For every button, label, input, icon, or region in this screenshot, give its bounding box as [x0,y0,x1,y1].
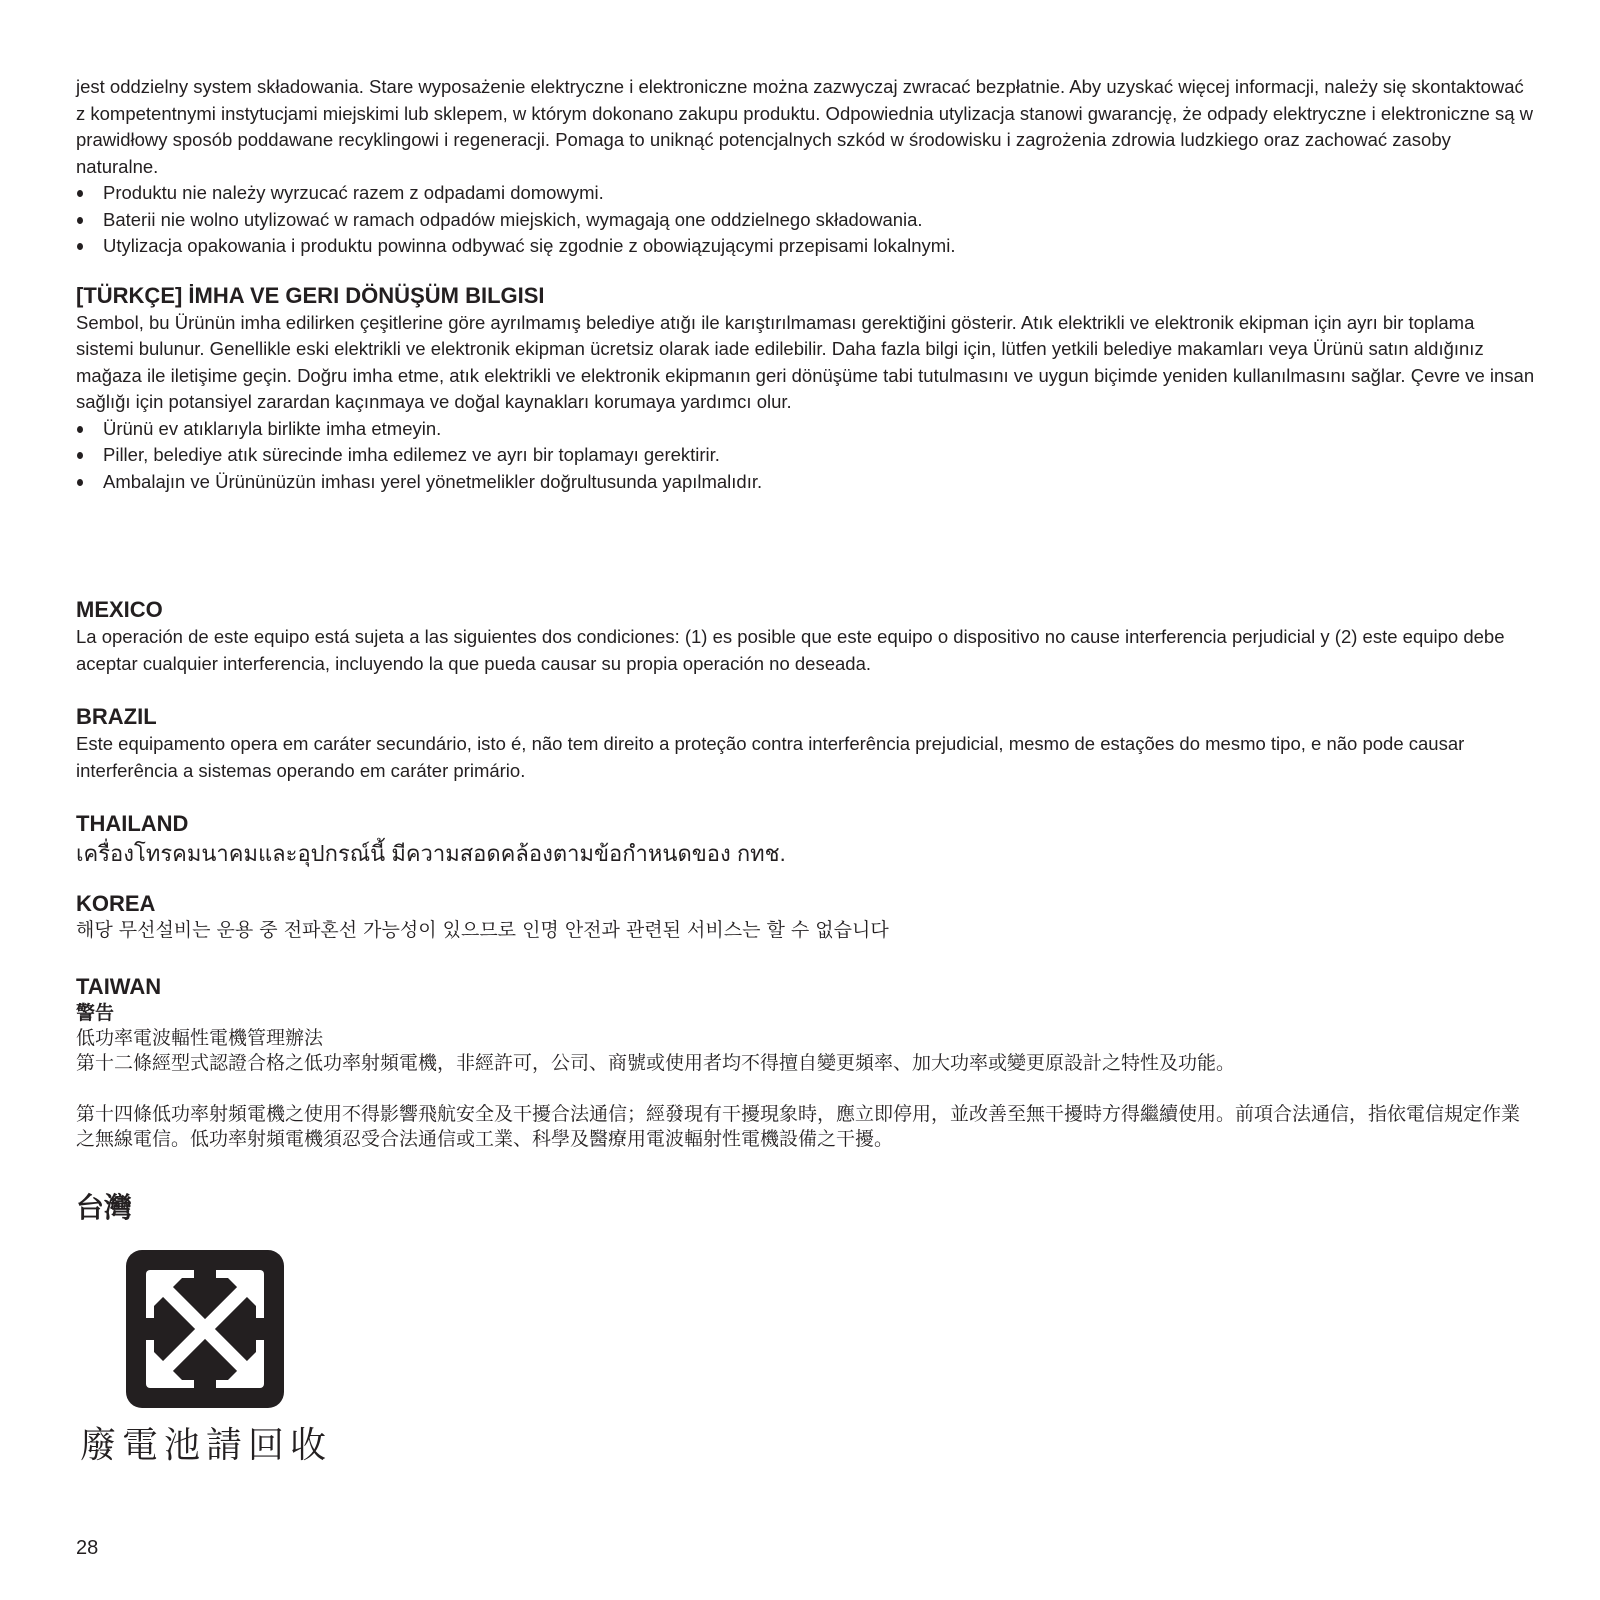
mexico-heading: MEXICO [76,597,163,622]
taiwan-article-12: 第十二條經型式認證合格之低功率射頻電機，非經許可，公司、商號或使用者均不得擅自變更頻率、加大功率或變更原設計之特性及功能。 [76,1052,1236,1074]
turkish-bullet-list [76,416,1536,496]
mexico-paragraph: La operación de este equipo está sujeta a las siguientes dos condiciones: (1) es posible que este equipo o dispositivo no cause interferencia perjudicial y (2) este equipo debe aceptar cualquier interferencia, incluyendo la que pueda causar su propia operación no deseada. [76,626,1505,674]
list-item: Ambalajın ve Ürününüzün imhası yerel yönetmelikler doğrultusunda yapılmalıdır. [76,469,1536,496]
mexico-section [76,596,1536,677]
taiwan-article-14: 第十四條低功率射頻電機之使用不得影響飛航安全及干擾合法通信；經發現有干擾現象時，應立即停用，並改善至無干擾時方得繼續使用。前項合法通信，指依電信規定作業之無線電信。低功率射頻電機須忍受合法通信或工業、科學及醫療用電波輻射性電機設備之干擾。 [76,1103,1521,1150]
battery-recycling-logo-icon [124,1248,286,1410]
taiwan-section [76,973,1536,1152]
taiwan-recycling-section [76,1190,1536,1468]
brazil-heading: BRAZIL [76,704,157,729]
polish-paragraph: jest oddzielny system składowania. Stare wyposażenie elektryczne i elektroniczne można zazwyczaj zwracać bezpłatnie. Aby uzyskać więcej informacji, należy się skontaktować z kompetentnymi instytucjami miejskimi lub sklepem, w którym dokonano zakupu produktu. Odpowiednia utylizacja stanowi gwarancję, że odpady elektryczne i elektroniczne są w prawidłowy sposób poddawane recyklingowi i regeneracji. Pomaga to uniknąć potencjalnych szkód w środowisku i zagrożenia zdrowia ludzkiego oraz zachować zasoby naturalne. [76,76,1534,177]
turkish-heading: [TÜRKÇE] İMHA VE GERI DÖNÜŞÜM BILGISI [76,282,545,308]
turkish-paragraph: Sembol, bu Ürünün imha edilirken çeşitlerine göre ayrılmamış belediye atığı ile karıştırılmaması gerektiğini gösterir. Atık elektrikli ve elektronik ekipman için ayrı bir toplama sistemi bulunur. Genellikle eski elektrikli ve elektronik ekipman ücretsiz olarak iade edilebilir. Daha fazla bilgi için, lütfen yetkili belediye makamları veya Ürünü satın aldığınız mağaza ile iletişime geçin. Doğru imha etme, atık elektrikli ve elektronik ekipmanın geri dönüşüme tabi tutulmasını ve uygun biçimde yeniden kullanılmasını sağlar. Çevre ve insan sağlığı için potansiyel zarardan kaçınmaya ve doğal kaynakları korumaya yardımcı olur. [76,311,1535,412]
taiwan-law-title: 低功率電波輻性電機管理辦法 [76,1027,324,1049]
brazil-paragraph: Este equipamento opera em caráter secundário, isto é, não tem direito a proteção contra interferência prejudicial, mesmo de estações do mesmo tipo, e não pode causar interferência a sistemas operando em caráter primário. [76,733,1465,781]
thailand-heading: THAILAND [76,811,189,836]
list-item: Baterii nie wolno utylizować w ramach odpadów miejskich, wymagają one oddzielnego składowania. [76,207,1536,234]
taiwan-recycling-heading: 台灣 [76,1191,133,1224]
brazil-section [76,703,1536,784]
korea-section [76,890,1536,943]
thailand-paragraph: เครื่องโทรคมนาคมและอุปกรณ์นี้ มีความสอดคล้องตามข้อกำหนดของ กทช. [76,841,786,866]
taiwan-heading: TAIWAN [76,974,162,999]
korea-paragraph: 해당 무선설비는 운용 중 전파혼선 가능성이 있으므로 인명 안전과 관련된 서비스는 할 수 없습니다 [76,919,889,941]
battery-recycling-caption: 廢電池請回收 [80,1425,333,1466]
list-item: Ürünü ev atıklarıyla birlikte imha etmeyin. [76,416,1536,443]
turkish-section [76,282,1536,496]
thailand-section [76,810,1536,870]
list-item: Utylizacja opakowania i produktu powinna odbywać się zgodnie z obowiązującymi przepisami lokalnymi. [76,233,1536,260]
page-content [76,74,1536,1468]
taiwan-warning-heading: 警告 [76,1002,115,1024]
list-item: Produktu nie należy wyrzucać razem z odpadami domowymi. [76,180,1536,207]
list-item: Piller, belediye atık sürecinde imha edilemez ve ayrı bir toplamayı gerektirir. [76,442,1536,469]
polish-bullet-list [76,180,1536,260]
polish-section [76,74,1536,260]
page-number: 28 [76,1537,99,1559]
korea-heading: KOREA [76,891,156,916]
